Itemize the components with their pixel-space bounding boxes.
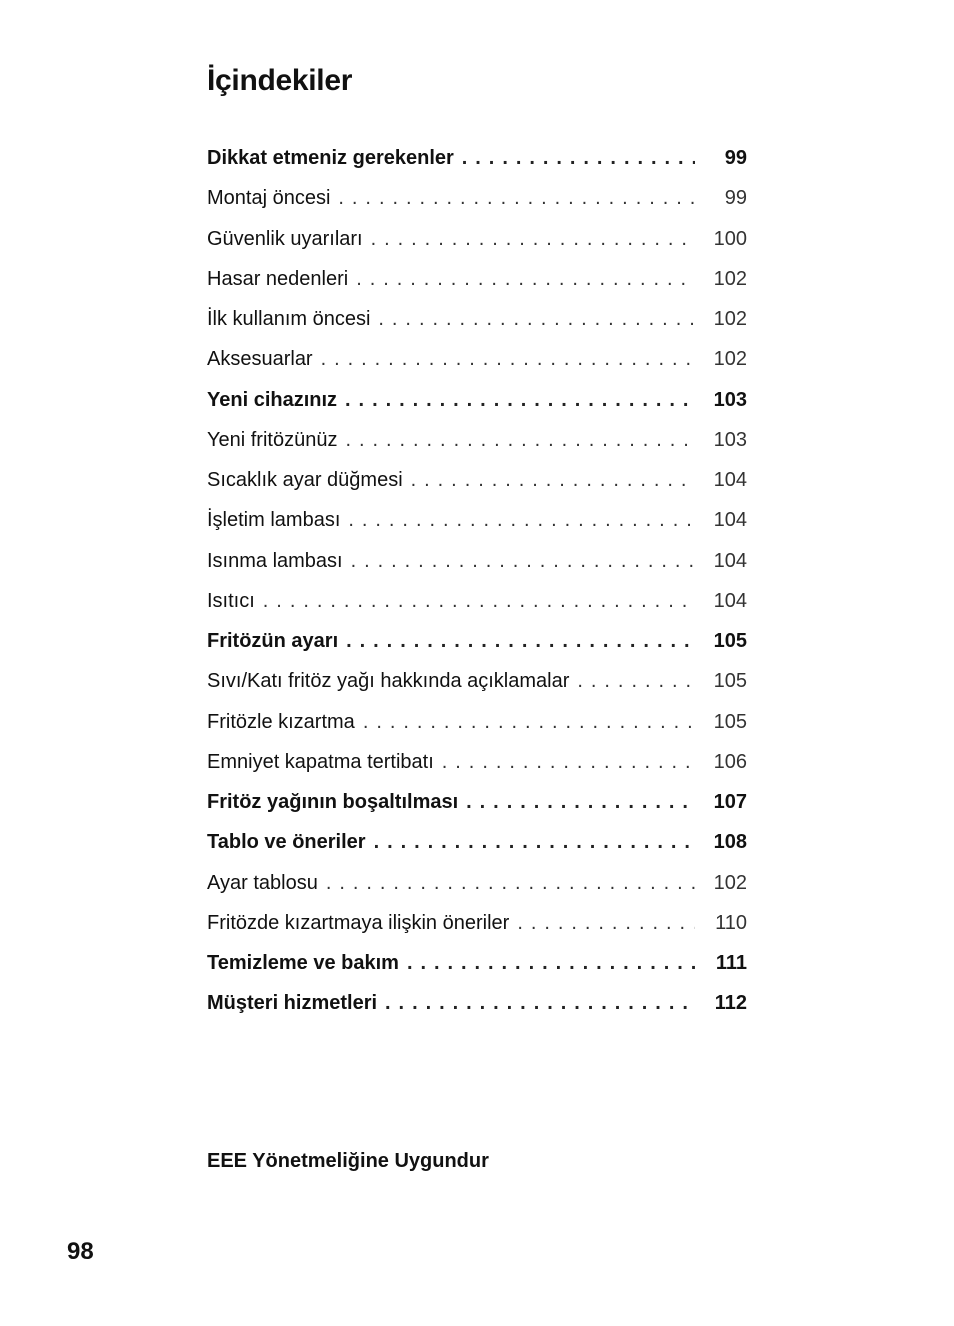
toc-entry-page-number: 104 — [713, 509, 747, 532]
toc-leader-dots — [466, 782, 695, 822]
toc-entry-title: Müşteri hizmetleri — [207, 992, 378, 1015]
toc-subsection-entry — [207, 863, 747, 903]
toc-entry-title: Ayar tablosu — [207, 871, 318, 894]
toc-entry-title: Fritözle kızartma — [207, 710, 355, 733]
toc-entry-title: Yeni cihazınız — [207, 388, 338, 411]
toc-leader-dots — [517, 903, 695, 943]
toc-leader-dots — [385, 983, 695, 1023]
toc-subsection-entry — [207, 581, 747, 621]
toc-leader-dots — [338, 178, 695, 218]
toc-entry-title: Fritözün ayarı — [207, 630, 339, 652]
toc-entry-page-number: 103 — [713, 428, 747, 451]
toc-leader-dots — [442, 742, 695, 782]
toc-entry-page-number: 99 — [724, 187, 747, 210]
toc-entry-page-number: 104 — [713, 549, 747, 572]
toc-entry-title: Tablo ve öneriler — [207, 831, 366, 854]
toc-subsection-entry — [207, 178, 747, 218]
toc-section-entry — [207, 782, 747, 822]
toc-subsection-entry — [207, 299, 747, 339]
toc-subsection-entry — [207, 661, 747, 701]
toc-leader-dots — [577, 661, 695, 701]
toc-leader-dots — [363, 702, 695, 742]
toc-entry-page-number: 106 — [713, 750, 747, 773]
toc-section-entry — [207, 380, 747, 420]
toc-entry-title: Aksesuarlar — [207, 348, 313, 371]
toc-section-entry — [207, 138, 747, 178]
toc-entry-title: Sıcaklık ayar düğmesi — [207, 469, 403, 491]
page-title: İçindekiler — [207, 64, 353, 97]
toc-subsection-entry — [207, 259, 747, 299]
toc-entry-page-number: 104 — [713, 469, 747, 491]
toc-entry-title: Hasar nedenleri — [207, 267, 349, 290]
toc-section-entry — [207, 822, 747, 862]
toc-entry-page-number: 112 — [714, 992, 747, 1015]
toc-entry-title: Dikkat etmeniz gerekenler — [207, 147, 454, 169]
toc-subsection-entry — [207, 742, 747, 782]
toc-leader-dots — [348, 500, 695, 540]
toc-subsection-entry — [207, 500, 747, 540]
toc-leader-dots — [462, 138, 695, 178]
compliance-note: EEE Yönetmeliğine Uygundur — [207, 1150, 489, 1172]
toc-entry-page-number: 105 — [713, 710, 747, 733]
toc-entry-title: Isınma lambası — [207, 549, 343, 572]
toc-entry-page-number: 99 — [724, 147, 747, 169]
toc-entry-page-number: 102 — [713, 348, 747, 371]
toc-leader-dots — [371, 219, 695, 259]
toc-entry-page-number: 102 — [713, 308, 747, 330]
toc-leader-dots — [346, 621, 695, 661]
toc-entry-title: Güvenlik uyarıları — [207, 227, 363, 250]
toc-entry-page-number: 107 — [713, 791, 747, 813]
toc-entry-title: Temizleme ve bakım — [207, 952, 399, 974]
toc-entry-title: Sıvı/Katı fritöz yağı hakkında açıklamalar — [207, 670, 570, 693]
toc-entry-page-number: 102 — [713, 871, 747, 894]
toc-entry-title: Montaj öncesi — [207, 187, 331, 210]
toc-section-entry — [207, 983, 747, 1023]
toc-leader-dots — [378, 299, 695, 339]
toc-entry-page-number: 111 — [715, 952, 747, 974]
toc-entry-title: İlk kullanım öncesi — [207, 308, 371, 330]
toc-entry-page-number: 103 — [713, 388, 747, 411]
toc-entry-page-number: 110 — [715, 911, 747, 934]
toc-leader-dots — [374, 822, 695, 862]
toc-entry-title: Emniyet kapatma tertibatı — [207, 750, 434, 773]
toc-entry-title: Yeni fritözünüz — [207, 428, 338, 451]
toc-leader-dots — [263, 581, 695, 621]
toc-subsection-entry — [207, 339, 747, 379]
toc-leader-dots — [326, 863, 695, 903]
toc-entry-page-number: 105 — [713, 630, 747, 652]
toc-entry-title: Isıtıcı — [207, 589, 255, 612]
page-number: 98 — [67, 1238, 94, 1265]
toc-subsection-entry — [207, 219, 747, 259]
toc-subsection-entry — [207, 702, 747, 742]
toc-section-entry — [207, 621, 747, 661]
toc-section-entry — [207, 943, 747, 983]
toc-entry-page-number: 105 — [713, 670, 747, 693]
toc-subsection-entry — [207, 903, 747, 943]
toc-entry-title: İşletim lambası — [207, 509, 341, 532]
toc-leader-dots — [345, 420, 695, 460]
toc-leader-dots — [345, 380, 695, 420]
toc-leader-dots — [351, 541, 695, 581]
toc-leader-dots — [411, 460, 695, 500]
toc-entry-page-number: 100 — [713, 227, 747, 250]
toc-leader-dots — [321, 339, 695, 379]
toc-entry-page-number: 108 — [713, 831, 747, 854]
toc-subsection-entry — [207, 420, 747, 460]
toc-entry-page-number: 102 — [713, 267, 747, 290]
table-of-contents — [207, 138, 747, 1024]
toc-leader-dots — [356, 259, 695, 299]
toc-entry-title: Fritözde kızartmaya ilişkin öneriler — [207, 911, 510, 934]
toc-subsection-entry — [207, 541, 747, 581]
toc-entry-title: Fritöz yağının boşaltılması — [207, 791, 459, 813]
toc-leader-dots — [407, 943, 695, 983]
toc-entry-page-number: 104 — [713, 589, 747, 612]
toc-subsection-entry — [207, 460, 747, 500]
